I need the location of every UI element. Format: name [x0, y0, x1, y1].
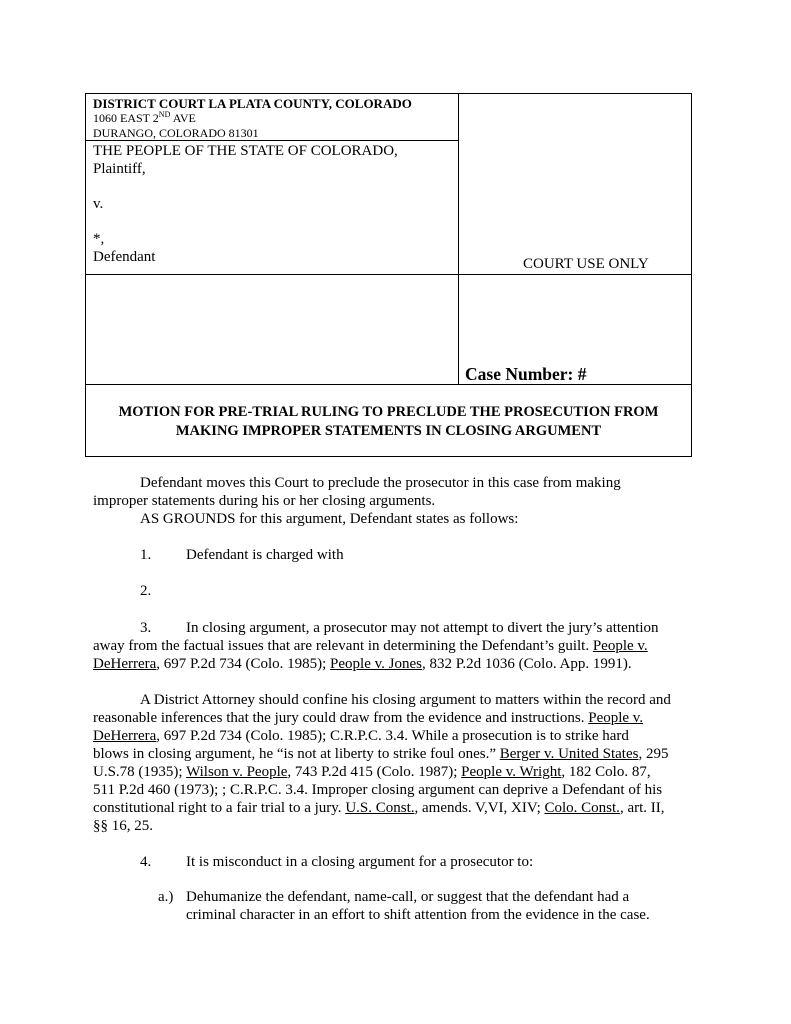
court-address-line1	[93, 111, 412, 126]
citation-people-v: People v.	[592, 638, 648, 654]
item1-number: 1.	[140, 547, 152, 563]
court-address-ordinal: ND	[158, 110, 171, 119]
intro-line2: improper statements during his or her closing arguments.	[93, 493, 436, 509]
plaintiff-label: Plaintiff,	[93, 161, 146, 177]
citation-deherrera: DeHerrera	[93, 728, 157, 744]
da-line1: A District Attorney should confine his closing argument to matters within the record and	[140, 692, 671, 708]
da-line4	[93, 745, 668, 763]
citation-wright: People v. Wright	[461, 764, 562, 780]
da-text: blows in closing argument, he “is not at liberty to strike foul ones.”	[93, 746, 500, 762]
item3-line1: In closing argument, a prosecutor may not attempt to divert the jury’s attention	[186, 620, 659, 636]
parties-block	[93, 142, 398, 266]
da-text: , amends. V,VI, XIV;	[414, 800, 545, 816]
citation-people-v-jones: People v. Jones	[330, 656, 422, 672]
court-name: DISTRICT COURT LA PLATA COUNTY, COLORADO	[93, 96, 412, 111]
item1-text: Defendant is charged with	[186, 547, 344, 563]
caption-vertical-divider	[458, 94, 459, 385]
da-line3	[93, 727, 629, 745]
court-address-street: 1060 EAST 2	[93, 111, 159, 125]
versus-label: v.	[93, 196, 104, 212]
citation-berger: Berger v. United States	[499, 746, 639, 762]
item3-line3	[93, 655, 632, 673]
citation-colo-const: Colo. Const.	[544, 800, 620, 816]
da-text: , art. II,	[619, 800, 665, 816]
case-caption-box	[85, 93, 692, 457]
item2-number: 2.	[140, 583, 152, 599]
plaintiff-name: THE PEOPLE OF THE STATE OF COLORADO,	[93, 143, 398, 159]
citation-deherrera: DeHerrera	[93, 656, 157, 672]
da-line8: §§ 16, 25.	[93, 818, 153, 834]
item4-text: It is misconduct in a closing argument for a prosecutor to:	[186, 854, 534, 870]
item4-number: 4.	[140, 854, 152, 870]
da-line7	[93, 799, 665, 817]
court-address-line2: DURANGO, COLORADO 81301	[93, 126, 259, 140]
citation-text: , 697 P.2d 734 (Colo. 1985);	[156, 656, 331, 672]
item3-number: 3.	[140, 620, 152, 636]
court-address-suffix: AVE	[170, 111, 196, 125]
case-number: Case Number: #	[465, 364, 587, 384]
da-text: U.S.78 (1935);	[93, 764, 187, 780]
citation-wilson: Wilson v. People	[186, 764, 288, 780]
citation-text: , 832 P.2d 1036 (Colo. App. 1991).	[421, 656, 632, 672]
court-use-only-label: COURT USE ONLY	[523, 256, 649, 272]
da-text: , 182 Colo. 87,	[561, 764, 651, 780]
motion-title-line1: MOTION FOR PRE-TRIAL RULING TO PRECLUDE THE PROSECUTION FROM	[118, 404, 659, 420]
caption-divider-title	[86, 384, 691, 385]
intro-line1: Defendant moves this Court to preclude the prosecutor in this case from making	[140, 475, 621, 491]
da-text: , 697 P.2d 734 (Colo. 1985); C.R.P.C. 3.4. While a prosecution is to strike hard	[156, 728, 629, 744]
sub-item-a-label: a.)	[158, 889, 174, 905]
item3-line2	[93, 637, 648, 655]
sub-item-a-line2: criminal character in an effort to shift attention from the evidence in the case.	[186, 907, 650, 923]
da-text: constitutional right to a fair trial to a jury.	[93, 800, 346, 816]
sub-item-a-line1: Dehumanize the defendant, name-call, or suggest that the defendant had a	[186, 889, 630, 905]
motion-title-line2: MAKING IMPROPER STATEMENTS IN CLOSING ARGUMENT	[175, 423, 602, 439]
citation-us-const: U.S. Const.	[345, 800, 415, 816]
defendant-label: Defendant	[93, 249, 156, 265]
da-text: , 743 P.2d 415 (Colo. 1987);	[287, 764, 462, 780]
da-line5	[93, 763, 651, 781]
citation-people-v: People v.	[588, 710, 644, 726]
da-line2	[93, 709, 643, 727]
court-header	[93, 96, 412, 141]
grounds-line: AS GROUNDS for this argument, Defendant states as follows:	[140, 511, 519, 527]
da-text: reasonable inferences that the jury could draw from the evidence and instructions.	[93, 710, 589, 726]
defendant-name: *,	[93, 231, 105, 247]
da-line6: 511 P.2d 460 (1973); ; C.R.P.C. 3.4. Improper closing argument can deprive a Defendant of his	[93, 782, 663, 798]
item3-text: away from the factual issues that are relevant in determining the Defendant’s guilt.	[93, 638, 593, 654]
caption-divider-parties	[86, 274, 691, 275]
motion-title	[86, 403, 691, 441]
da-text: , 295	[638, 746, 669, 762]
